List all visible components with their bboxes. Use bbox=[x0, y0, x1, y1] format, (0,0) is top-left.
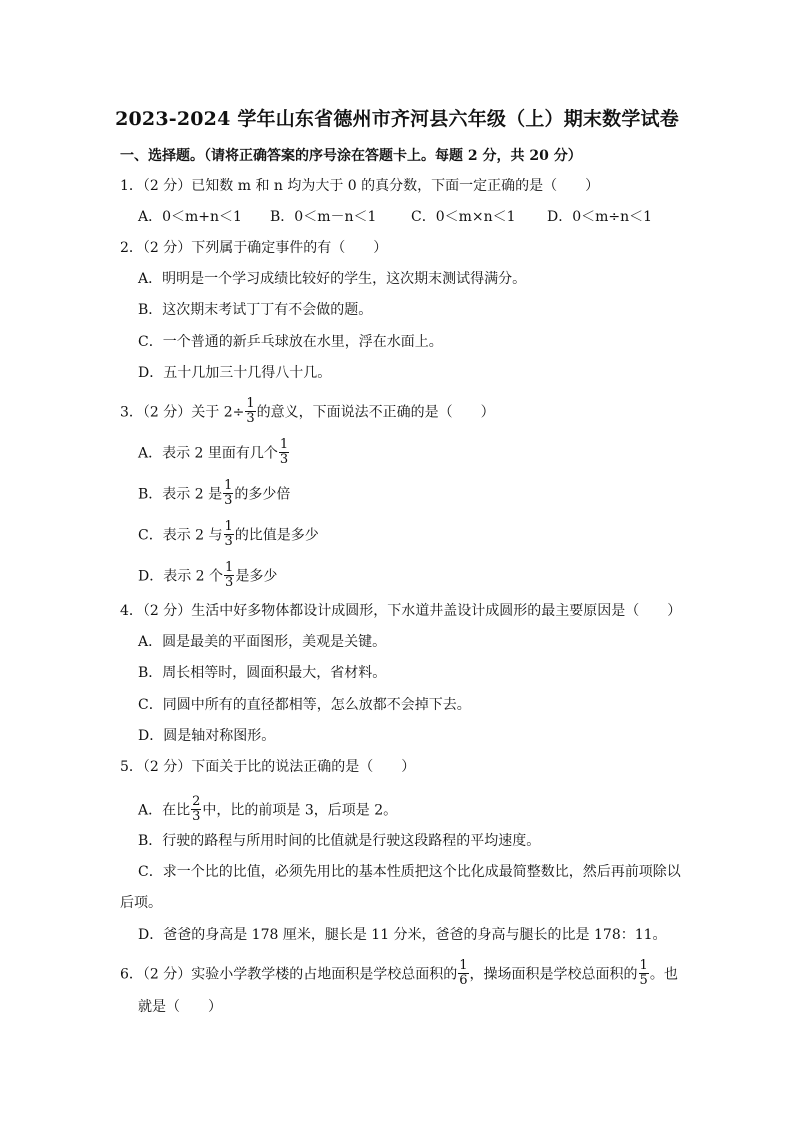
question-4-option-a: A．圆是最美的平面图形，美观是关键。 bbox=[138, 634, 387, 650]
question-5-stem: 5．（2 分）下面关于比的说法正确的是（ ） bbox=[120, 759, 416, 775]
fraction: $\frac{2}{3}$ bbox=[192, 794, 201, 824]
question-4-option-c: C．同圆中所有的直径都相等，怎么放都不会掉下去。 bbox=[138, 697, 471, 713]
question-3-option-c: C．表示 2 与 $\frac{1}{3}$ 的比值是多少 bbox=[138, 519, 319, 549]
question-2-option-a: A．明明是一个学习成绩比较好的学生，这次期末测试得满分。 bbox=[138, 271, 527, 287]
question-2-option-d: D．五十几加三十几得八十几。 bbox=[138, 365, 332, 381]
question-2-option-c: C．一个普通的新乒乓球放在水里，浮在水面上。 bbox=[138, 334, 443, 350]
fraction: $\frac{1}{5}$ bbox=[639, 958, 648, 988]
fraction: $\frac{1}{3}$ bbox=[225, 560, 234, 590]
question-1-stem: 1．（2 分）已知数 m 和 n 均为大于 0 的真分数，下面一定正确的是（ ） bbox=[120, 178, 600, 194]
question-4-option-b: B．周长相等时，圆面积最大，省材料。 bbox=[138, 665, 387, 681]
question-5-option-d: D．爸爸的身高是 178 厘米，腿长是 11 分米，爸爸的身高与腿长的比是 178：11。 bbox=[138, 927, 667, 943]
question-1-option-c: C．0＜m×n＜1 bbox=[411, 209, 516, 225]
question-5-option-a: A．在比 $\frac{2}{3}$ 中，比的前项是 3，后项是 2。 bbox=[138, 794, 398, 824]
question-5-option-c-line2: 后项。 bbox=[120, 895, 162, 911]
question-3-option-a: A．表示 2 里面有几个 $\frac{1}{3}$ bbox=[138, 437, 289, 467]
question-1-option-b: B．0＜m－n＜1 bbox=[270, 209, 377, 225]
question-3-option-d: D．表示 2 个 $\frac{1}{3}$ 是多少 bbox=[138, 560, 278, 590]
fraction: $\frac{1}{3}$ bbox=[224, 478, 233, 508]
fraction: $\frac{1}{3}$ bbox=[224, 519, 233, 549]
question-2-option-b: B．这次期末考试丁丁有不会做的题。 bbox=[138, 302, 373, 318]
question-3-stem: 3．（2 分）关于 2÷ $\frac{1}{3}$ 的意义，下面说法不正确的是（ ） bbox=[120, 396, 495, 426]
section-heading: 一、选择题。（请将正确答案的序号涂在答题卡上。每题 2 分，共 20 分） bbox=[120, 148, 582, 164]
fraction: $\frac{1}{3}$ bbox=[246, 396, 255, 426]
question-6-stem-line2: 就是（ ） bbox=[138, 999, 222, 1015]
question-4-stem: 4．（2 分）生活中好多物体都设计成圆形，下水道井盖设计成圆形的最主要原因是（ ） bbox=[120, 603, 682, 619]
page-title: 2023-2024 学年山东省德州市齐河县六年级（上）期末数学试卷 bbox=[115, 108, 679, 130]
question-1-options bbox=[138, 207, 652, 227]
question-2-stem: 2．（2 分）下列属于确定事件的有（ ） bbox=[120, 240, 388, 256]
fraction: $\frac{1}{3}$ bbox=[279, 437, 289, 467]
question-6-stem: 6．（2 分）实验小学教学楼的占地面积是学校总面积的 $\frac{1}{6}$ ，操场面积是学校总面积的 $\frac{1}{5}$ 。也 bbox=[120, 958, 678, 988]
question-1-option-d: D．0＜m÷n＜1 bbox=[547, 209, 653, 225]
question-5-option-c-line1: C．求一个比的比值，必须先用比的基本性质把这个比化成最简整数比，然后再前项除以 bbox=[138, 864, 681, 880]
question-5-option-b: B．行驶的路程与所用时间的比值就是行驶这段路程的平均速度。 bbox=[138, 833, 541, 849]
question-1-option-a: A．0＜m+n＜1 bbox=[138, 209, 242, 225]
question-3-option-b: B．表示 2 是 $\frac{1}{3}$ 的多少倍 bbox=[138, 478, 291, 508]
fraction: $\frac{1}{6}$ bbox=[459, 958, 468, 988]
question-4-option-d: D．圆是轴对称图形。 bbox=[138, 728, 276, 744]
